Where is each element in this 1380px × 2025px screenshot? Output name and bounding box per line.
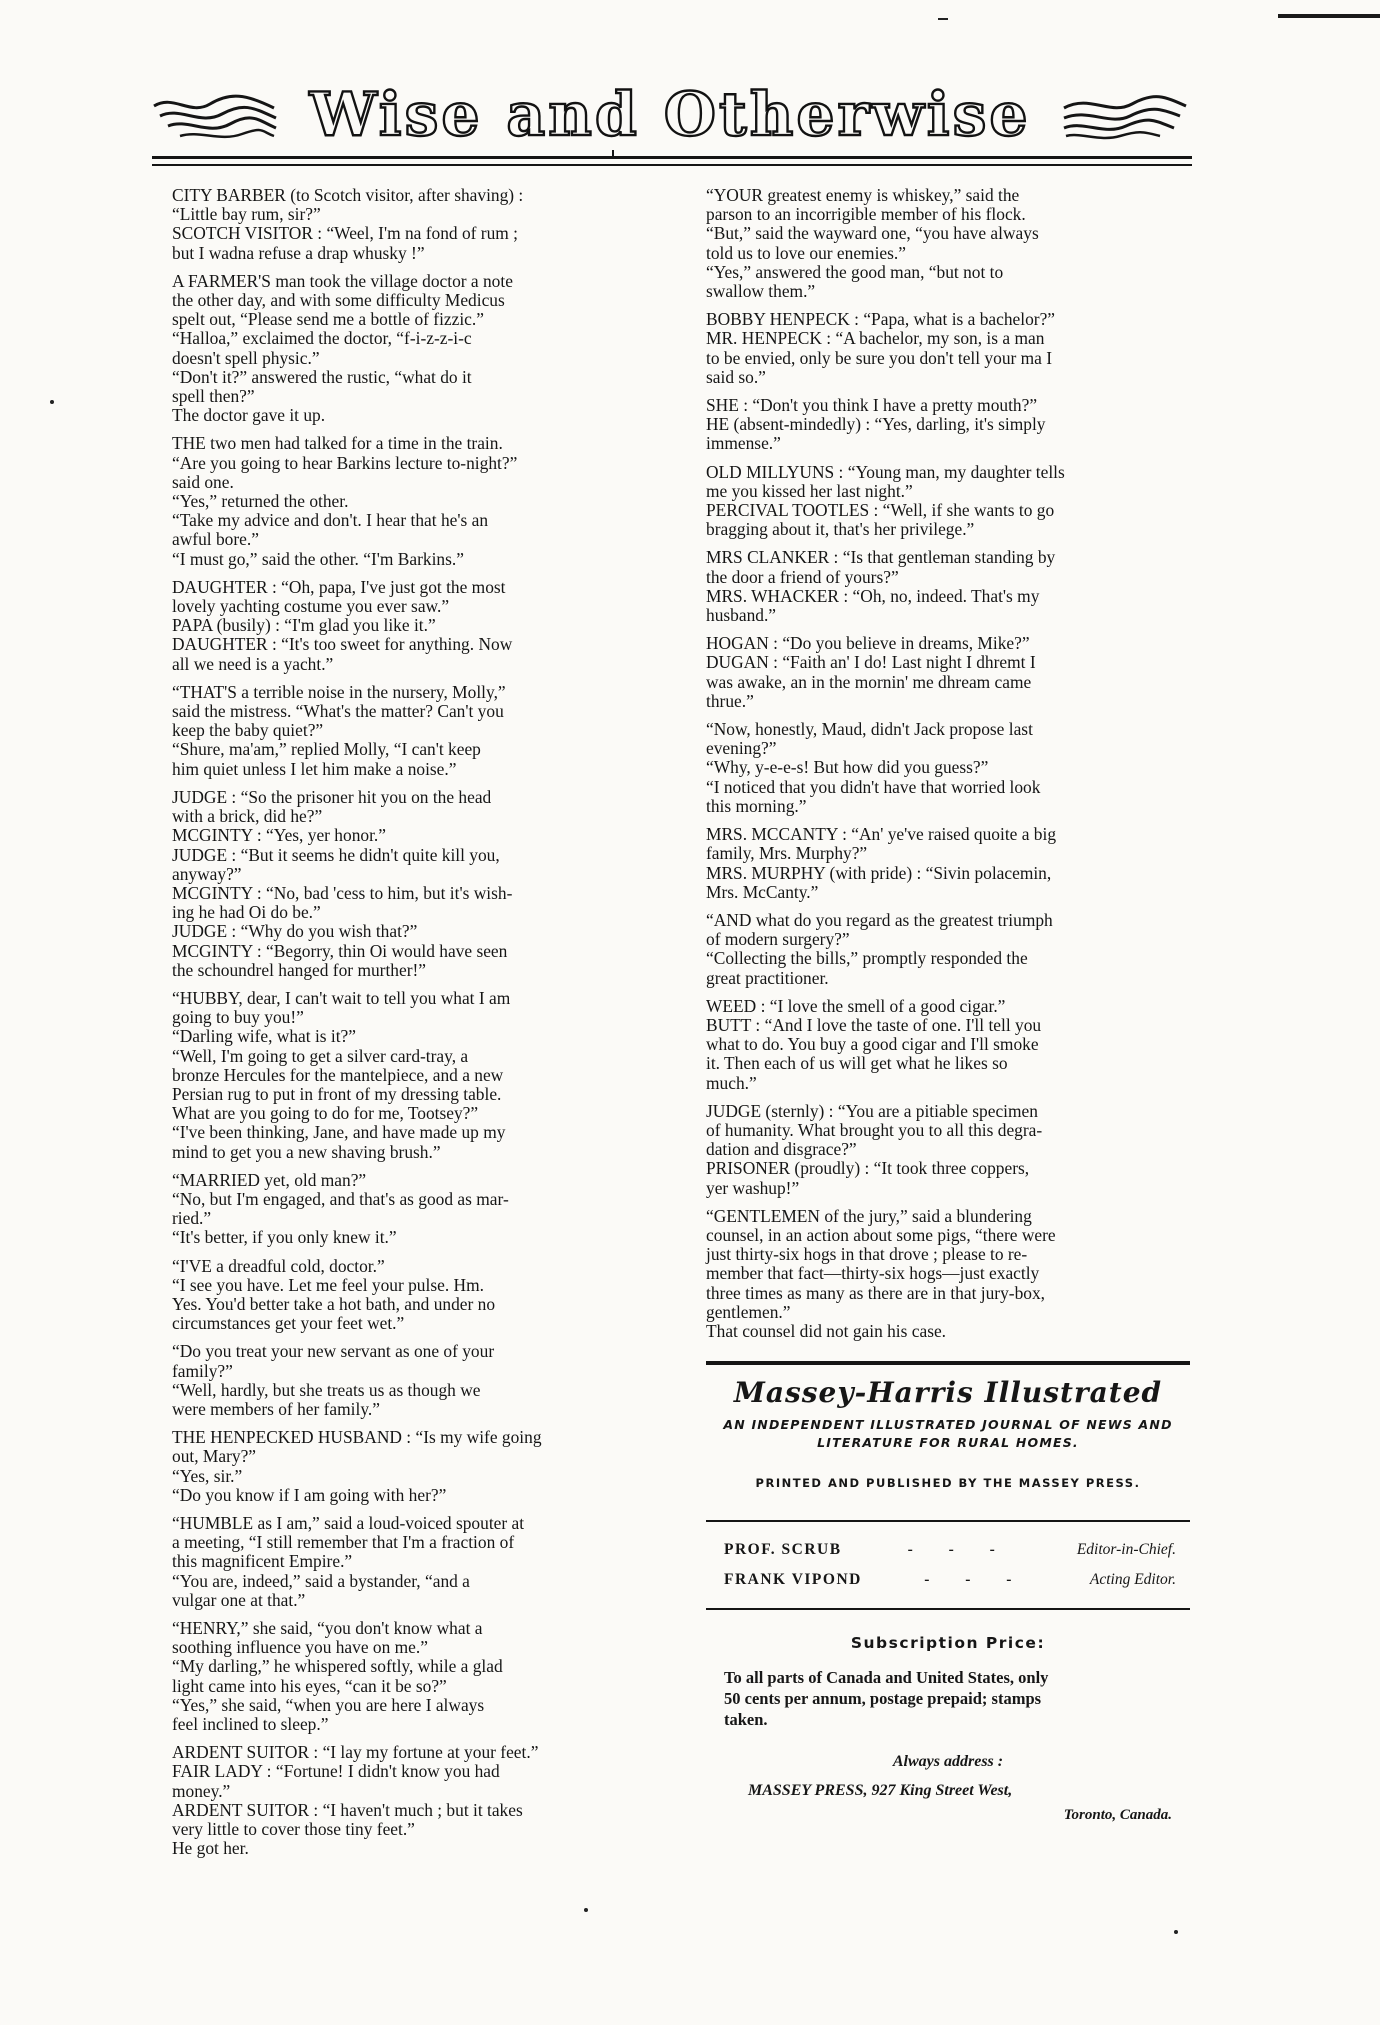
text-line: MCGINTY : “No, bad 'cess to him, but it's wish- (172, 882, 513, 903)
joke-paragraph (706, 997, 1190, 1093)
text-line: light came into his eyes, “can it be so?” (172, 1675, 447, 1696)
text-line: That counsel did not gain his case. (706, 1320, 947, 1341)
text-line: said the mistress. “What's the matter? Can't you (172, 701, 504, 722)
text-line: BOBBY HENPECK : “Papa, what is a bachelor?” (706, 309, 1056, 330)
text-line: husband.” (706, 605, 777, 626)
joke-paragraph (706, 186, 1190, 301)
text-line: going to buy you!” (172, 1007, 304, 1028)
text-line: THE two men had talked for a time in the train. (172, 433, 503, 454)
right-column-jokes (706, 186, 1190, 1341)
text-line: DUGAN : “Faith an' I do! Last night I dhremt I (706, 652, 1036, 673)
text-line: MRS CLANKER : “Is that gentleman standing by (706, 547, 1056, 568)
text-line: “Well, I'm going to get a silver card-tray, a (172, 1045, 469, 1066)
text-line: said one. (172, 471, 234, 492)
text-line: MRS. MURPHY (with pride) : “Sivin polacemin, (706, 862, 1052, 883)
text-line: what to do. You buy a good cigar and I'll smoke (706, 1034, 1039, 1055)
text-line: family?” (172, 1360, 233, 1381)
text-line: MRS. MCCANTY : “An' ye've raised quoite a big (706, 824, 1057, 845)
joke-paragraph (706, 1102, 1190, 1198)
text-line: “Yes,” returned the other. (172, 491, 349, 512)
masthead (150, 74, 1190, 156)
joke-paragraph (172, 683, 654, 779)
text-line: of modern surgery?” (706, 929, 850, 950)
text-line: evening?” (706, 738, 777, 759)
text-line: of humanity. What brought you to all this degra- (706, 1119, 1043, 1140)
text-line: “HUBBY, dear, I can't wait to tell you what I am (172, 987, 511, 1008)
text-line: “GENTLEMEN of the jury,” said a blundering (706, 1205, 1032, 1226)
ink-speck (584, 1908, 588, 1912)
text-line: “Yes,” she said, “when you are here I always (172, 1694, 485, 1715)
text-line: gentlemen.” (706, 1301, 791, 1322)
text-line: WEED : “I love the smell of a good cigar.” (706, 995, 1006, 1016)
joke-paragraph (706, 911, 1190, 988)
text-line: were members of her family.” (172, 1398, 380, 1419)
joke-paragraph (172, 788, 654, 980)
joke-paragraph (172, 1619, 654, 1734)
address-line: MASSEY PRESS, 927 King Street West, (748, 1781, 1013, 1799)
text-line: the door a friend of yours?” (706, 566, 899, 587)
text-line: MRS. WHACKER : “Oh, no, indeed. That's my (706, 585, 1040, 606)
text-line: out, Mary?” (172, 1446, 257, 1467)
ink-speck (50, 400, 54, 404)
text-line: THE HENPECKED HUSBAND : “Is my wife going (172, 1427, 542, 1448)
text-line: “Are you going to hear Barkins lecture to-night?” (172, 452, 518, 473)
text-line: just thirty-six hogs in that drove ; please to re- (706, 1244, 1028, 1265)
colophon (706, 1376, 1190, 1825)
text-line: “Well, hardly, but she treats us as though we (172, 1379, 481, 1400)
text-line: the other day, and with some difficulty Medicus (172, 290, 505, 311)
text-line: spell then?” (172, 386, 255, 407)
text-line: circumstances get your feet wet.” (172, 1313, 405, 1334)
text-line: but I wadna refuse a drap whusky !” (172, 242, 425, 263)
text-line: HE (absent-mindedly) : “Yes, darling, it's simply (706, 414, 1046, 435)
text-line: swallow them.” (706, 281, 816, 302)
joke-paragraph (172, 1257, 654, 1334)
staff-dots: - - - (907, 1540, 1011, 1558)
text-line: anyway?” (172, 863, 242, 884)
tagline-line: AN INDEPENDENT ILLUSTRATED JOURNAL OF NEWS AND (723, 1417, 1173, 1433)
joke-paragraph (172, 186, 654, 263)
text-line: “You are, indeed,” said a bystander, “and a (172, 1570, 470, 1591)
text-line: three times as many as there are in that jury-box, (706, 1282, 1045, 1303)
publication-title: Massey-Harris Illustrated (733, 1376, 1163, 1410)
joke-paragraph (706, 1207, 1190, 1341)
stray-mark (938, 18, 948, 20)
text-line: said so.” (706, 366, 766, 387)
text-line: “Now, honestly, Maud, didn't Jack propose last (706, 719, 1033, 740)
right-flourish-icon (1060, 86, 1190, 144)
text-line: DAUGHTER : “Oh, papa, I've just got the most (172, 576, 506, 597)
text-line: A FARMER'S man took the village doctor a note (172, 270, 513, 291)
left-column (172, 186, 654, 1867)
text-line: “Do you treat your new servant as one of your (172, 1341, 495, 1362)
text-line: Yes. You'd better take a hot bath, and under no (172, 1293, 496, 1314)
text-line: FAIR LADY : “Fortune! I didn't know you had (172, 1761, 500, 1782)
text-line: told us to love our enemies.” (706, 242, 906, 263)
text-line: HOGAN : “Do you believe in dreams, Mike?” (706, 633, 1030, 654)
text-line: JUDGE : “But it seems he didn't quite kill you, (172, 844, 500, 865)
text-line: “I see you have. Let me feel your pulse. Hm. (172, 1274, 484, 1295)
joke-paragraph (706, 463, 1190, 540)
text-line: “It's better, if you only knew it.” (172, 1227, 397, 1248)
joke-paragraph (172, 1428, 654, 1505)
staff-role: Acting Editor. (1089, 1570, 1176, 1588)
text-line: mind to get you a new shaving brush.” (172, 1141, 441, 1162)
text-line: MCGINTY : “Begorry, thin Oi would have seen (172, 940, 508, 961)
staff-name: PROF. SCRUB (724, 1540, 842, 1558)
right-column (706, 186, 1190, 1825)
rule-tick (612, 150, 614, 159)
joke-paragraph (172, 578, 654, 674)
text-line: this morning.” (706, 795, 807, 816)
staff-role: Editor-in-Chief. (1076, 1540, 1176, 1558)
text-line: ARDENT SUITOR : “I lay my fortune at your feet.” (172, 1742, 539, 1763)
text-line: SCOTCH VISITOR : “Weel, I'm na fond of rum ; (172, 223, 518, 244)
text-line: very little to cover those tiny feet.” (172, 1819, 415, 1840)
text-line: “My darling,” he whispered softly, while a glad (172, 1656, 503, 1677)
staff-dots: - - - (924, 1570, 1028, 1588)
joke-paragraph (172, 1514, 654, 1610)
text-line: “YOUR greatest enemy is whiskey,” said the (706, 185, 1020, 205)
subscription-line: To all parts of Canada and United States, only (724, 1667, 1049, 1687)
text-line: “Why, y-e-e-s! But how did you guess?” (706, 757, 989, 778)
joke-paragraph (172, 989, 654, 1162)
subscription-heading: Subscription Price: (850, 1633, 1046, 1652)
staff-divider-top (706, 1520, 1190, 1522)
joke-paragraph (706, 548, 1190, 625)
text-line: “HUMBLE as I am,” said a loud-voiced spouter at (172, 1513, 525, 1533)
text-line: “HENRY,” she said, “you don't know what a (172, 1618, 483, 1639)
text-line: SHE : “Don't you think I have a pretty mouth?” (706, 395, 1038, 416)
text-line: “Halloa,” exclaimed the doctor, “f-i-z-z-i-c (172, 328, 472, 349)
text-line: Persian rug to put in front of my dressing table. (172, 1083, 502, 1104)
subscription-text (724, 1667, 1190, 1730)
text-line: me you kissed her last night.” (706, 480, 913, 501)
text-line: ried.” (172, 1208, 212, 1229)
text-line: awful bore.” (172, 529, 259, 550)
text-line: the schoundrel hanged for murther!” (172, 959, 426, 980)
text-line: “Collecting the bills,” promptly responded the (706, 948, 1028, 969)
text-line: “I've been thinking, Jane, and have made up my (172, 1122, 506, 1143)
staff-row (706, 1565, 1190, 1595)
text-line: PERCIVAL TOOTLES : “Well, if she wants to go (706, 500, 1055, 521)
text-line: dation and disgrace?” (706, 1139, 857, 1160)
joke-paragraph (172, 1171, 654, 1248)
text-line: “Don't it?” answered the rustic, “what do it (172, 366, 472, 387)
text-line: feel inclined to sleep.” (172, 1714, 329, 1735)
text-line: soothing influence you have on me.” (172, 1637, 428, 1658)
text-line: “MARRIED yet, old man?” (172, 1169, 367, 1190)
text-line: money.” (172, 1780, 231, 1801)
text-line: DAUGHTER : “It's too sweet for anything. Now (172, 634, 513, 655)
text-line: great practitioner. (706, 967, 829, 988)
text-line: BUTT : “And I love the taste of one. I'll tell you (706, 1014, 1042, 1035)
text-line: JUDGE (sternly) : “You are a pitiable specimen (706, 1100, 1038, 1121)
subscription-line: taken. (724, 1709, 768, 1729)
publisher-line: PRINTED AND PUBLISHED BY THE MASSEY PRESS. (755, 1476, 1141, 1491)
text-line: “AND what do you regard as the greatest triumph (706, 909, 1053, 930)
text-line: bronze Hercules for the mantelpiece, and a new (172, 1064, 504, 1085)
left-flourish-icon (150, 86, 280, 144)
publication-tagline (706, 1416, 1190, 1452)
text-line: immense.” (706, 433, 781, 454)
text-line: He got her. (172, 1838, 249, 1859)
joke-paragraph (172, 434, 654, 568)
joke-paragraph (706, 396, 1190, 454)
text-line: “But,” said the wayward one, “you have always (706, 223, 1039, 244)
address-heading: Always address : (892, 1752, 1004, 1770)
text-line: thrue.” (706, 690, 754, 711)
text-line: counsel, in an action about some pigs, “there were (706, 1224, 1056, 1245)
text-line: “I'VE a dreadful cold, doctor.” (172, 1255, 385, 1276)
subscription-line: 50 cents per annum, postage prepaid; stamps (724, 1688, 1042, 1708)
text-line: “Shure, ma'am,” replied Molly, “I can't keep (172, 739, 481, 760)
text-line: keep the baby quiet?” (172, 720, 324, 741)
text-line: ARDENT SUITOR : “I haven't much ; but it takes (172, 1799, 523, 1820)
text-line: “Little bay rum, sir?” (172, 204, 321, 225)
text-line: it. Then each of us will get what he likes so (706, 1053, 1008, 1074)
text-line: ing he had Oi do be.” (172, 902, 321, 923)
text-line: much.” (706, 1072, 757, 1093)
text-line: “Darling wife, what is it?” (172, 1026, 356, 1047)
text-line: “No, but I'm engaged, and that's as good as mar- (172, 1188, 509, 1209)
text-line: CITY BARBER (to Scotch visitor, after shaving) : (172, 185, 524, 205)
joke-paragraph (172, 1342, 654, 1419)
text-line: family, Mrs. Murphy?” (706, 843, 868, 864)
text-line: JUDGE : “Why do you wish that?” (172, 921, 418, 942)
colophon-divider (706, 1361, 1190, 1365)
joke-paragraph (706, 310, 1190, 387)
staff-row (706, 1535, 1190, 1565)
address-city: Toronto, Canada. (1063, 1807, 1172, 1824)
text-line: with a brick, did he?” (172, 806, 323, 827)
text-line: “I noticed that you didn't have that worried look (706, 776, 1041, 797)
text-line: “Take my advice and don't. I hear that he's an (172, 510, 489, 531)
text-line: JUDGE : “So the prisoner hit you on the head (172, 786, 492, 807)
masthead-title: Wise and Otherwise (309, 80, 1031, 150)
text-line: was awake, an in the mornin' me dhream came (706, 671, 1032, 692)
text-line: member that fact—thirty-six hogs—just exactly (706, 1263, 1040, 1284)
text-line: lovely yachting costume you ever saw.” (172, 596, 450, 617)
text-line: “Yes,” answered the good man, “but not to (706, 261, 1004, 282)
text-line: “THAT'S a terrible noise in the nursery, Molly,” (172, 681, 506, 702)
edge-rule (1278, 14, 1380, 18)
text-line: PRISONER (proudly) : “It took three coppers, (706, 1158, 1030, 1179)
tagline-line: LITERATURE FOR RURAL HOMES. (817, 1435, 1079, 1451)
text-line: What are you going to do for me, Tootsey?” (172, 1103, 479, 1124)
staff-divider-bottom (706, 1608, 1190, 1610)
joke-paragraph (706, 720, 1190, 816)
text-line: PAPA (busily) : “I'm glad you like it.” (172, 615, 436, 636)
staff-name: FRANK VIPOND (724, 1570, 862, 1588)
joke-paragraph (172, 1743, 654, 1858)
text-line: a meeting, “I still remember that I'm a fraction of (172, 1532, 515, 1553)
joke-paragraph (172, 272, 654, 426)
text-line: spelt out, “Please send me a bottle of fizzic.” (172, 309, 484, 330)
text-line: Mrs. McCanty.” (706, 881, 819, 902)
ink-speck (1174, 1930, 1178, 1934)
text-line: MCGINTY : “Yes, yer honor.” (172, 825, 386, 846)
masthead-rule (152, 156, 1192, 168)
joke-paragraph (706, 634, 1190, 711)
text-line: to be envied, only be sure you don't tell your ma I (706, 347, 1053, 368)
text-line: him quiet unless I let him make a noise.” (172, 758, 457, 779)
text-line: bragging about it, that's her privilege.” (706, 519, 975, 540)
text-line: MR. HENPECK : “A bachelor, my son, is a man (706, 328, 1045, 349)
text-line: all we need is a yacht.” (172, 653, 334, 674)
text-line: parson to an incorrigible member of his flock. (706, 204, 1026, 225)
text-line: “Yes, sir.” (172, 1465, 243, 1486)
text-line: this magnificent Empire.” (172, 1551, 353, 1572)
joke-paragraph (706, 825, 1190, 902)
text-line: “Do you know if I am going with her?” (172, 1484, 447, 1505)
text-line: “I must go,” said the other. “I'm Barkins.” (172, 548, 464, 569)
text-line: doesn't spell physic.” (172, 347, 320, 368)
text-line: The doctor gave it up. (172, 405, 326, 426)
text-line: OLD MILLYUNS : “Young man, my daughter tells (706, 461, 1065, 482)
text-line: vulgar one at that.” (172, 1589, 306, 1610)
text-line: yer washup!” (706, 1177, 800, 1198)
